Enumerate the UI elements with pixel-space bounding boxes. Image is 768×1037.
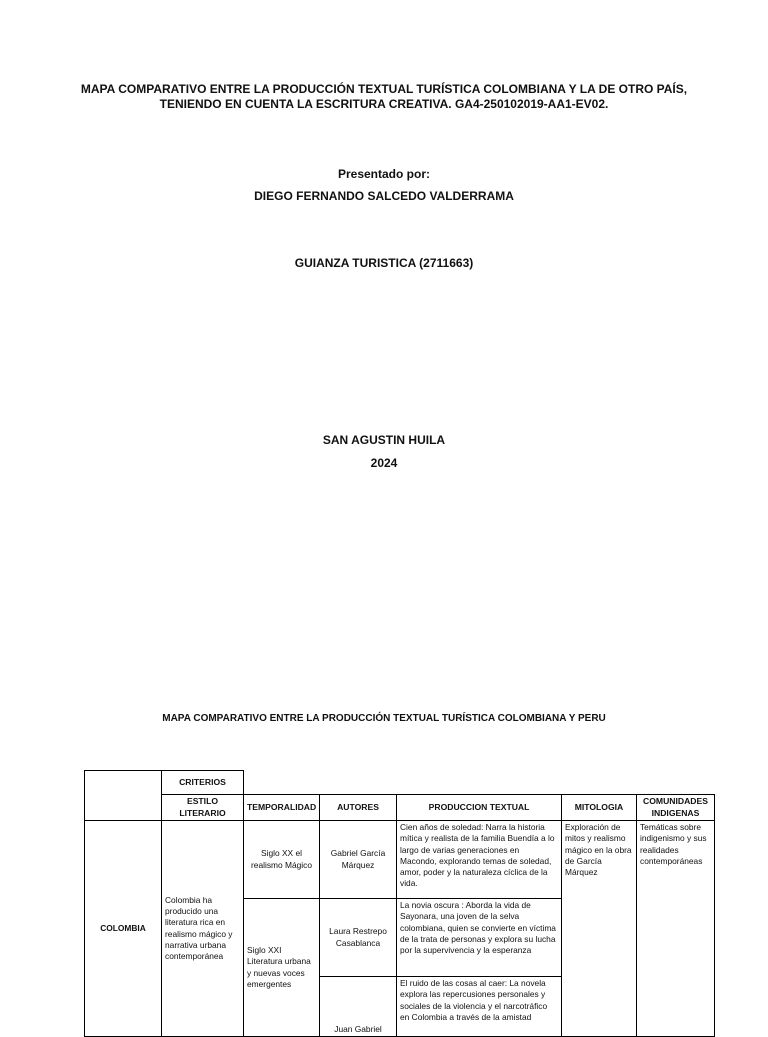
- obra-title: Cien años de soledad: [400, 822, 482, 832]
- autor-cell: Laura Restrepo Casablanca: [320, 899, 397, 977]
- table-row: [85, 821, 715, 899]
- place: SAN AGUSTIN HUILA: [322, 433, 446, 447]
- table-row: [85, 771, 715, 795]
- obra-description: : Narra la historia mítica y realista de la familia Buendía a lo largo de varias generaciones en Macondo, explorando temas de soledad, amor, poder y la naturaleza cíclica de la vida.: [400, 822, 555, 889]
- document-title: MAPA COMPARATIVO ENTRE LA PRODUCCIÓN TEXTUAL TURÍSTICA COLOMBIANA Y LA DE OTRO PAÍS, TENIENDO EN CUENTA LA ESCRITURA CREATIVA. GA4-250102019-AA1-EV02.: [80, 82, 688, 111]
- produccion-cell: [397, 821, 562, 899]
- country-cell: COLOMBIA: [85, 821, 162, 1037]
- autor-cell: Juan Gabriel: [320, 977, 397, 1037]
- presented-by-label: Presentado por:: [337, 167, 430, 181]
- temporalidad-cell: Siglo XX el realismo Mágico: [244, 821, 320, 899]
- header-produccion: PRODUCCION TEXTUAL: [397, 795, 562, 821]
- course-name: GUIANZA TURISTICA (2711663): [294, 256, 474, 270]
- header-autores: AUTORES: [320, 795, 397, 821]
- corner-cell: [85, 771, 162, 821]
- header-estilo: ESTILO LITERARIO: [162, 795, 244, 821]
- autor-cell: Gabriel García Márquez: [320, 821, 397, 899]
- header-mitologia: MITOLOGIA: [562, 795, 637, 821]
- table-row: [85, 795, 715, 821]
- comunidades-cell: Temáticas sobre indigenismo y sus realidades contemporáneas: [637, 821, 715, 1037]
- author-name: DIEGO FERNANDO SALCEDO VALDERRAMA: [254, 189, 514, 203]
- mitologia-cell: Exploración de mitos y realismo mágico en la obra de García Márquez: [562, 821, 637, 1037]
- estilo-cell: Colombia ha producido una literatura rica en realismo mágico y narrativa urbana contemporánea: [162, 821, 244, 1037]
- temporalidad-cell: Siglo XXI Literatura urbana y nuevas voces emergentes: [244, 899, 320, 1037]
- comparison-table: [84, 770, 715, 1037]
- header-comunidades: COMUNIDADES INDIGENAS: [637, 795, 715, 821]
- produccion-cell: La novia oscura : Aborda la vida de Sayonara, una joven de la selva colombiana, quien se convierte en víctima de la trata de personas y explora su lucha por la supervivencia y la esperanza: [397, 899, 562, 977]
- criterios-header: CRITERIOS: [162, 771, 244, 795]
- header-temporalidad: TEMPORALIDAD: [244, 795, 320, 821]
- produccion-cell: El ruido de las cosas al caer: La novela explora las repercusiones personales y sociales de la violencia y el narcotráfico en Colombia a través de la amistad: [397, 977, 562, 1037]
- year: 2024: [370, 456, 398, 470]
- table-title: MAPA COMPARATIVO ENTRE LA PRODUCCIÓN TEXTUAL TURÍSTICA COLOMBIANA Y PERU: [162, 713, 606, 724]
